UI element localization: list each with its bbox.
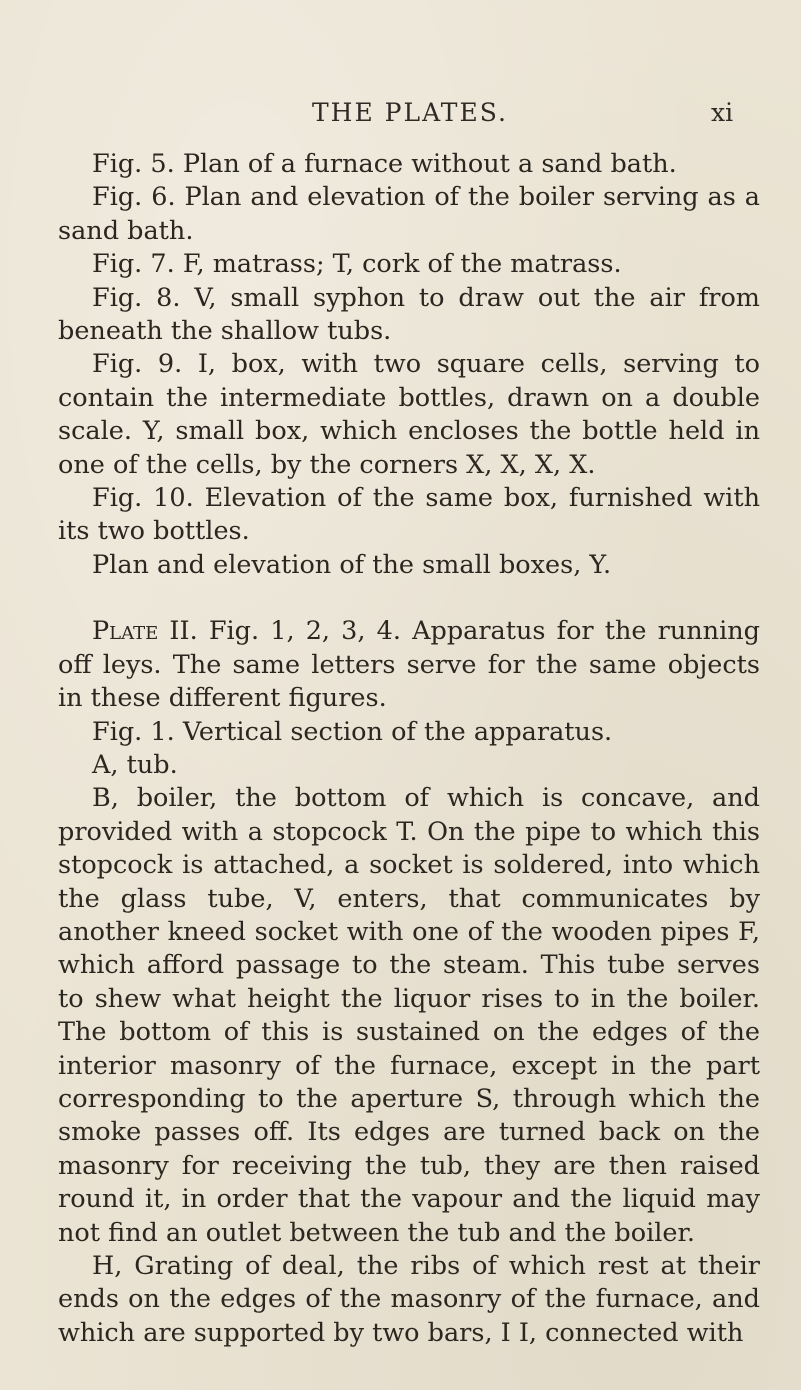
paragraph-fig-9: Fig. 9. I, box, with two square cells, serving to contain the intermediate bottles, drawn on a double scale. Y, small box, which encloses the bottle held in one of the cells, by the corners X, X, X, X. [58, 349, 760, 480]
paragraph-fig-1: Fig. 1. Vertical section of the apparatus. [92, 716, 613, 747]
plate-numeral: II. [169, 616, 198, 647]
running-head [0, 98, 801, 138]
paragraph-grating: H, Grating of deal, the ribs of which rest at their ends on the edges of the masonry of the furnace, and which are supported by two bars, I I, connected with [58, 1251, 760, 1348]
paragraph-small-boxes: Plan and elevation of the small boxes, Y. [92, 549, 612, 580]
plate-label: Plate [92, 616, 159, 647]
page-number: xi [711, 98, 734, 127]
paragraph-fig-10: Fig. 10. Elevation of the same box, furnished with its two bottles. [58, 483, 760, 547]
paragraph-fig-6: Fig. 6. Plan and elevation of the boiler serving as a sand bath. [58, 182, 760, 246]
body-text [58, 148, 760, 1350]
paragraph-tub: A, tub. [92, 749, 178, 780]
paragraph-boiler: B, boiler, the bottom of which is concave, and provided with a stopcock T. On the pipe to which this stopcock is attached, a socket is soldered, into which the glass tube, V, enters, that communicates by another kneed socket with one of the wooden pipes F, which afford passage to the steam. This tube serves to shew what height the liquor rises to in the boiler. The bottom of this is sustained on the edges of the interior masonry of the furnace, except in the part corresponding to the aperture S, through which the smoke passes off. Its edges are turned back on the masonry for receiving the tub, they are then raised round it, in order that the vapour and the liquid may not find an outlet between the tub and the boiler. [58, 783, 760, 1248]
running-title: THE PLATES. [312, 98, 508, 127]
paragraph-fig-8: Fig. 8. V, small syphon to draw out the air from beneath the shallow tubs. [58, 282, 760, 347]
plate-description: Fig. 1, 2, 3, 4. Apparatus for the running off leys. The same letters serve for the same objects in these different figures. [58, 616, 760, 714]
paragraph-fig-5: Fig. 5. Plan of a furnace without a sand bath. [92, 149, 677, 179]
plate-heading-paragraph [58, 615, 760, 715]
paragraph-fig-7: Fig. 7. F, matrass; T, cork of the matrass. [92, 249, 622, 280]
